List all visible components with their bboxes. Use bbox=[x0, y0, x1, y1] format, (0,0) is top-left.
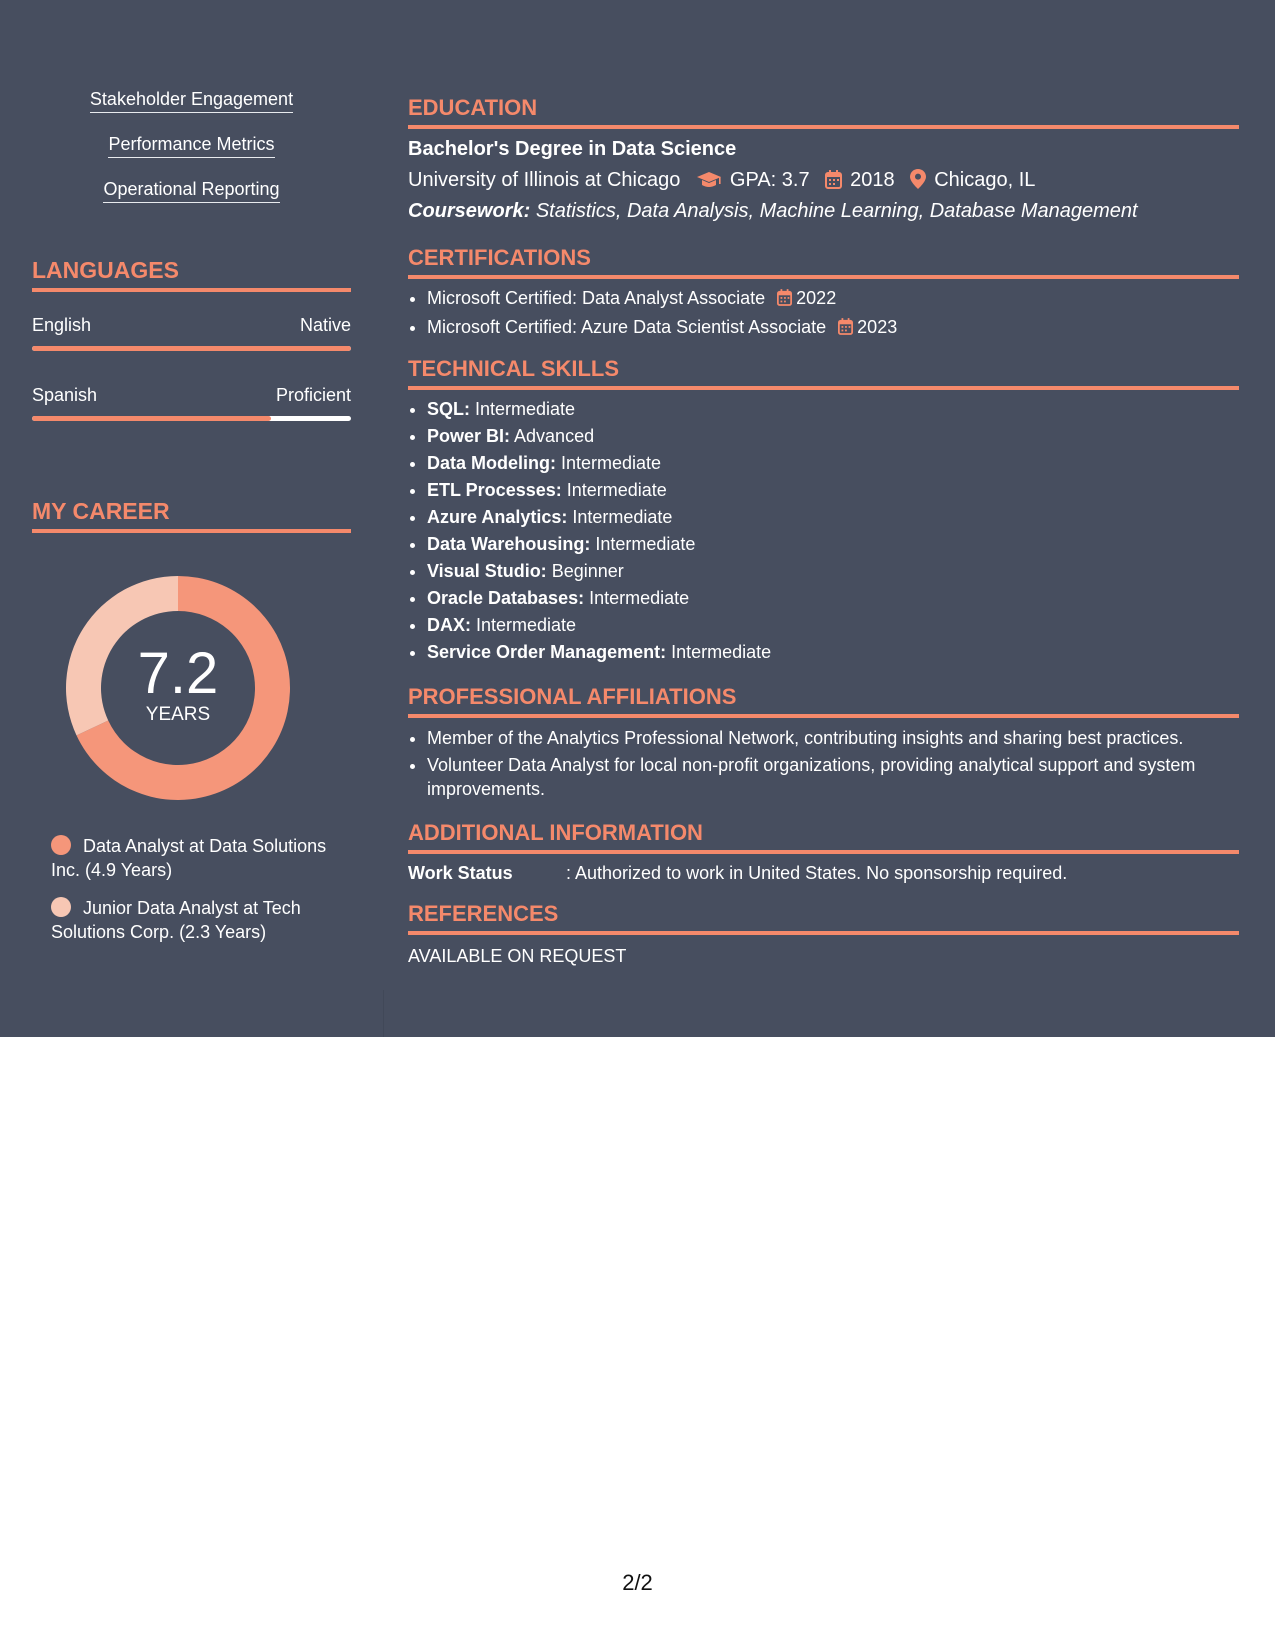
skill-name: DAX: bbox=[427, 615, 471, 635]
list-item: • Member of the Analytics Professional Network, contributing insights and sharing best practices. bbox=[427, 726, 1239, 750]
skill-level: Beginner bbox=[551, 561, 624, 581]
skill-level: Intermediate bbox=[475, 399, 576, 419]
degree-title: Bachelor's Degree in Data Science bbox=[408, 138, 737, 160]
skill-item bbox=[427, 396, 1239, 423]
graduation-cap-icon bbox=[696, 170, 722, 196]
language-row-english bbox=[32, 314, 351, 336]
skill-item bbox=[427, 639, 1239, 666]
language-proficiency-bar bbox=[32, 416, 351, 421]
references-text: AVAILABLE ON REQUEST bbox=[408, 946, 627, 966]
career-legend-item-2 bbox=[51, 896, 331, 944]
certification-name: Microsoft Certified: Azure Data Scientist Associate bbox=[427, 317, 827, 337]
legend-dot bbox=[51, 897, 71, 917]
language-level: Native bbox=[299, 315, 351, 335]
skill-level: Advanced bbox=[514, 426, 595, 446]
career-legend-item-1 bbox=[51, 834, 331, 882]
career-heading: MY CAREER bbox=[32, 497, 351, 533]
page-number: 2/2 bbox=[622, 1570, 653, 1595]
career-total-years: 7.2 bbox=[137, 641, 219, 706]
certification-name: Microsoft Certified: Data Analyst Associate bbox=[427, 288, 766, 308]
skill-item bbox=[427, 585, 1239, 612]
skill-name: Azure Analytics: bbox=[427, 507, 568, 527]
skill-name: Power BI: bbox=[427, 426, 511, 446]
skill-name: SQL: bbox=[427, 399, 470, 419]
school-location: Chicago, IL bbox=[934, 169, 1036, 191]
language-name: English bbox=[32, 315, 92, 335]
additional-info-heading: ADDITIONAL INFORMATION bbox=[408, 820, 1239, 854]
skill-level: Intermediate bbox=[566, 480, 667, 500]
skill-item bbox=[427, 504, 1239, 531]
technical-skills-list bbox=[408, 396, 1239, 666]
work-status-row bbox=[408, 862, 1067, 884]
languages-heading: LANGUAGES bbox=[32, 256, 351, 292]
coursework-label: Coursework: bbox=[408, 200, 531, 222]
language-name: Spanish bbox=[32, 385, 98, 405]
references-heading: REFERENCES bbox=[408, 901, 1239, 935]
language-row-spanish bbox=[32, 384, 351, 406]
gpa: GPA: 3.7 bbox=[729, 169, 810, 191]
skill-item bbox=[427, 531, 1239, 558]
coursework bbox=[408, 198, 1138, 224]
legend-label: Junior Data Analyst at Tech Solutions Corp. (2.3 Years) bbox=[51, 898, 301, 942]
skill-item bbox=[427, 612, 1239, 639]
certifications-heading: CERTIFICATIONS bbox=[408, 245, 1239, 279]
language-proficiency-bar bbox=[32, 346, 351, 351]
location-pin-icon bbox=[910, 169, 926, 196]
skill-name: Data Modeling: bbox=[427, 453, 556, 473]
graduation-year: 2018 bbox=[850, 169, 895, 191]
certification-year: 2023 bbox=[857, 317, 898, 337]
skill-level: Intermediate bbox=[476, 615, 577, 635]
skill-item bbox=[427, 558, 1239, 585]
skill-level: Intermediate bbox=[595, 534, 696, 554]
affiliations-heading: PROFESSIONAL AFFILIATIONS bbox=[408, 684, 1239, 718]
career-total-unit: YEARS bbox=[145, 704, 211, 725]
certification-year: 2022 bbox=[796, 288, 837, 308]
skill-name: Service Order Management: bbox=[427, 642, 667, 662]
calendar-icon bbox=[825, 170, 842, 196]
legend-dot bbox=[51, 835, 71, 855]
education-heading: EDUCATION bbox=[408, 95, 1239, 129]
technical-skills-heading: TECHNICAL SKILLS bbox=[408, 356, 1239, 390]
column-divider bbox=[383, 990, 384, 1037]
skill-level: Intermediate bbox=[671, 642, 772, 662]
skill-tag: Stakeholder Engagement bbox=[90, 88, 293, 113]
work-status-value: : Authorized to work in United States. No sponsorship required. bbox=[566, 863, 1068, 883]
education-meta bbox=[408, 167, 1035, 196]
coursework-list: Statistics, Data Analysis, Machine Learning, Database Management bbox=[535, 200, 1138, 222]
skill-name: Visual Studio: bbox=[427, 561, 547, 581]
career-donut-chart bbox=[66, 576, 290, 800]
list-item bbox=[427, 314, 1239, 343]
skill-tag-list bbox=[32, 88, 351, 223]
skill-name: ETL Processes: bbox=[427, 480, 562, 500]
work-status-label: Work Status bbox=[408, 863, 513, 883]
skill-level: Intermediate bbox=[572, 507, 673, 527]
language-level: Proficient bbox=[275, 385, 351, 405]
affiliations-list bbox=[408, 726, 1239, 804]
skill-tag: Operational Reporting bbox=[103, 178, 279, 203]
skill-item bbox=[427, 477, 1239, 504]
skill-level: Intermediate bbox=[589, 588, 690, 608]
skill-name: Oracle Databases: bbox=[427, 588, 585, 608]
calendar-icon bbox=[777, 287, 792, 314]
language-proficiency-fill bbox=[32, 346, 351, 351]
list-item: • Volunteer Data Analyst for local non-profit organizations, providing analytical support and system improvements. bbox=[427, 753, 1239, 801]
certifications-list bbox=[408, 285, 1239, 343]
skill-level: Intermediate bbox=[561, 453, 662, 473]
calendar-icon bbox=[838, 316, 853, 343]
skill-name: Data Warehousing: bbox=[427, 534, 591, 554]
list-item bbox=[427, 285, 1239, 314]
skill-item bbox=[427, 423, 1239, 450]
school-name: University of Illinois at Chicago bbox=[408, 169, 681, 191]
legend-label: Data Analyst at Data Solutions Inc. (4.9 Years) bbox=[51, 836, 327, 880]
skill-tag: Performance Metrics bbox=[108, 133, 274, 158]
language-proficiency-fill bbox=[32, 416, 271, 421]
skill-item bbox=[427, 450, 1239, 477]
